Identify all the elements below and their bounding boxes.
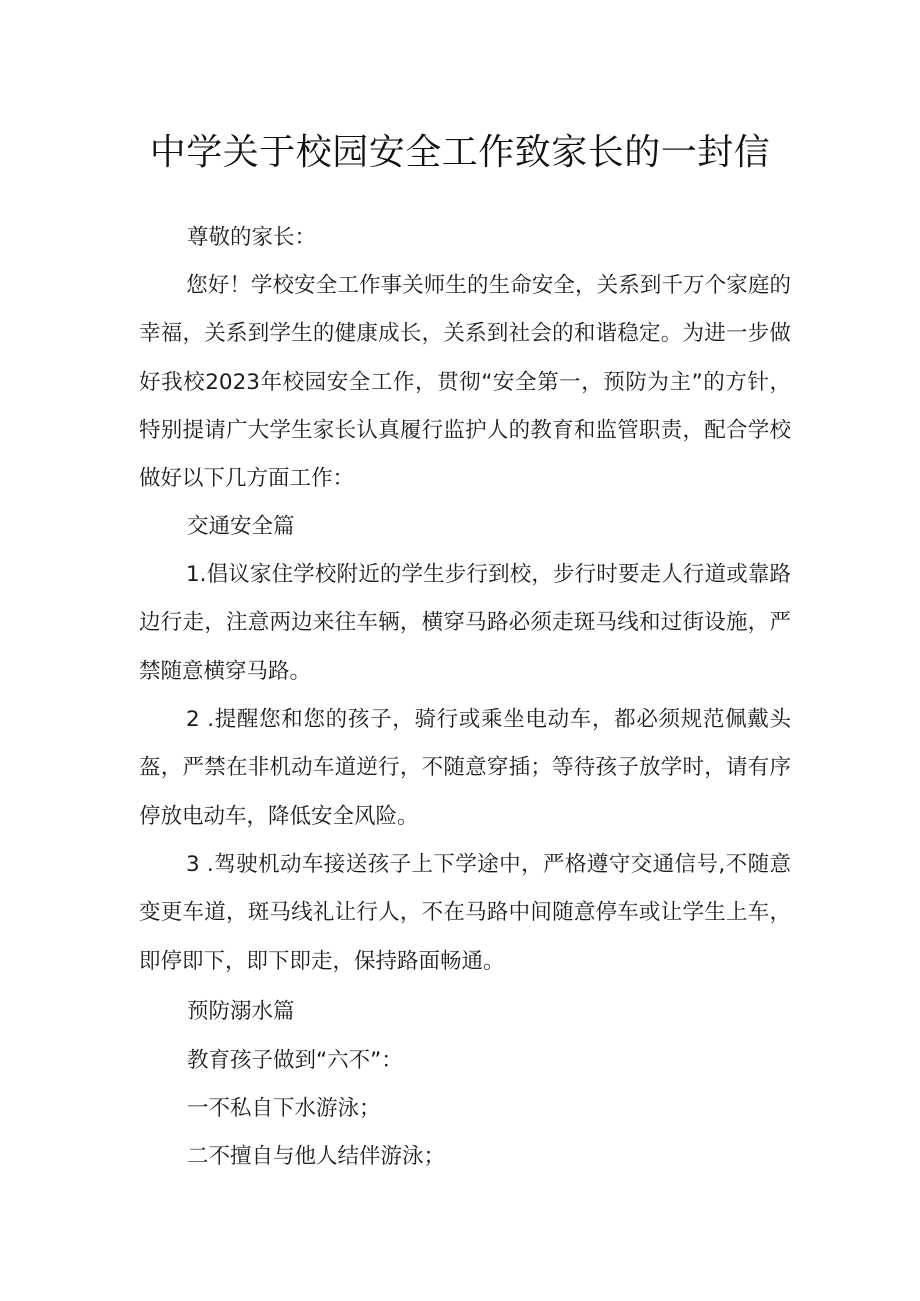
traffic-item-1-text: 1.倡议家住学校附近的学生步行到校，步行时要走人行道或靠路边行走，注意两边来往车辆，横穿马路必须走斑马线和过街设施，严禁随意横穿马路。: [139, 562, 791, 684]
drowning-rule-2: 二不擅自与他人结伴游泳；: [187, 1144, 446, 1169]
drowning-intro: 教育孩子做到“六不”：: [187, 1048, 403, 1073]
document-title: 中学关于校园安全工作致家长的一封信: [149, 132, 771, 173]
drowning-rule-1: 一不私自下水游泳；: [187, 1096, 381, 1121]
section-heading-traffic: 交通安全篇: [187, 514, 295, 539]
traffic-item-1: [139, 551, 791, 696]
traffic-item-2-text: 2 .提醒您和您的孩子，骑行或乘坐电动车，都必须规范佩戴头盔，严禁在非机动车道逆行，不随意穿插；等待孩子放学时，请有序停放电动车，降低安全风险。: [139, 707, 791, 829]
intro-text: 您好！学校安全工作事关师生的生命安全，关系到千万个家庭的幸福，关系到学生的健康成长，关系到社会的和谐稳定。为进一步做好我校2023年校园安全工作，贯彻“安全第一，预防为主”的方针，特别提请广大学生家长认真履行监护人的教育和监管职责，配合学校做好以下几方面工作：: [139, 273, 791, 492]
traffic-item-3: [139, 841, 791, 986]
salutation: 尊敬的家长：: [187, 225, 317, 250]
traffic-item-3-text: 3 .驾驶机动车接送孩子上下学途中，严格遵守交通信号,不随意变更车道，斑马线礼让行人，不在马路中间随意停车或让学生上车，即停即下，即下即走，保持路面畅通。: [139, 852, 791, 974]
section-heading-drowning: 预防溺水篇: [187, 999, 295, 1024]
intro-paragraph: [139, 262, 791, 503]
traffic-item-2: [139, 696, 791, 841]
